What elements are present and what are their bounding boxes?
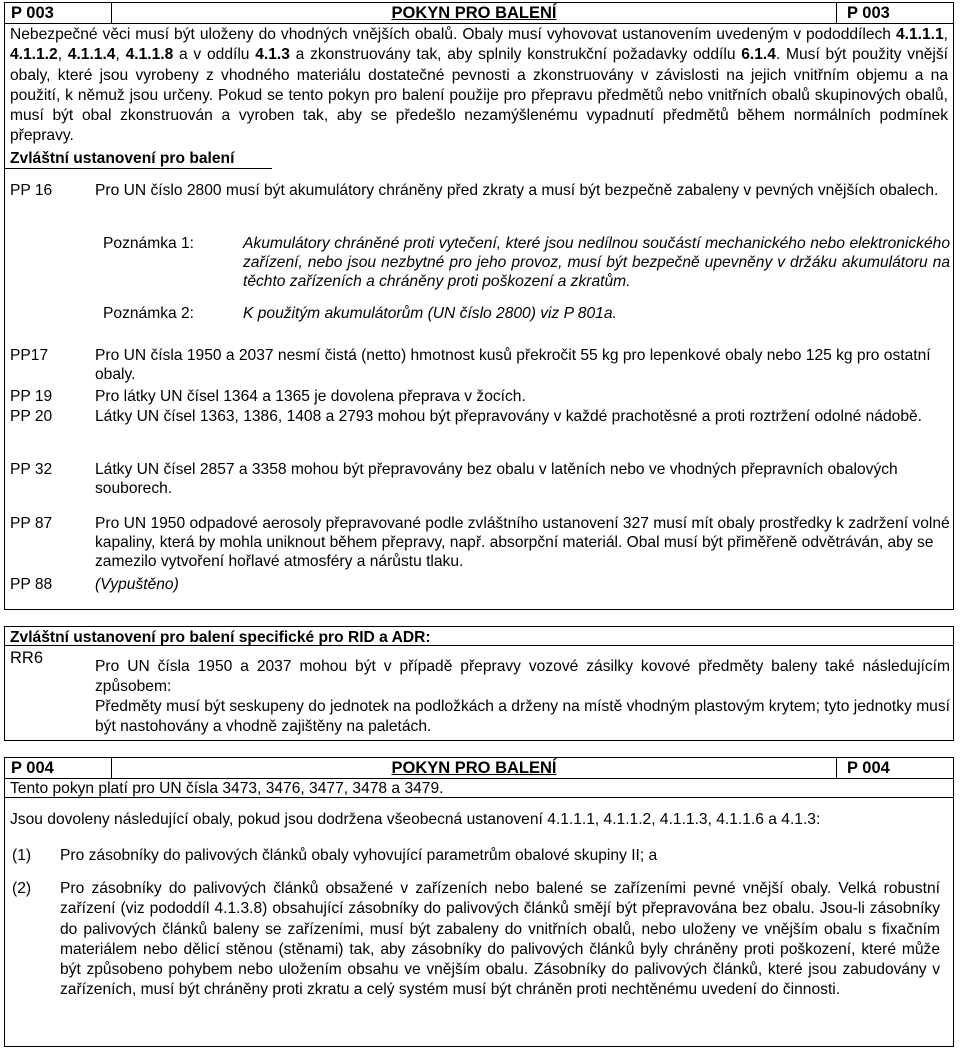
pp16-text: Pro UN číslo 2800 musí být akumulátory chráněny před zkraty a musí být bezpečně zabaleny v pevných vnějších obalech.: [95, 182, 939, 199]
pp20-text: Látky UN čísel 1363, 1386, 1408 a 2793 mohou být přepravovány v každé prachotěsné a proti roztržení odolné nádobě.: [95, 408, 923, 425]
pp19-text: Pro látky UN čísel 1364 a 1365 je dovolena přeprava v žocích.: [95, 388, 526, 405]
pp16-code: PP 16: [10, 182, 53, 199]
section-reference: 6.1.4: [741, 46, 776, 64]
section-reference: 4.1.3: [255, 46, 290, 64]
section-reference: 4.1.1.8: [125, 46, 174, 64]
rr6-code: RR6: [10, 649, 44, 667]
pp88-code: PP 88: [10, 576, 53, 593]
rid-rule: [4, 645, 954, 646]
p004-applies: Tento pokyn platí pro UN čísla 3473, 3476, 3477, 3478 a 3479.: [10, 780, 444, 797]
p003-code-left: P 003: [5, 3, 112, 23]
rid-heading: Zvláštní ustanovení pro balení specifické pro RID a ADR:: [10, 629, 431, 646]
p003-title: POKYN PRO BALENÍ: [391, 3, 557, 22]
pp88-text: (Vypuštěno): [95, 576, 179, 593]
p003-intro-paragraph: [10, 25, 948, 147]
heading-rule: [4, 168, 272, 169]
pp17-text: Pro UN čísla 1950 a 2037 nesmí čistá (netto) hmotnost kusů překročit 55 kg pro lepenkové obaly nebo 125 kg pro ostatní obaly.: [95, 347, 931, 383]
p004-code-right: P 004: [836, 758, 953, 778]
intro-text: ,: [115, 46, 126, 64]
p003-special-heading: Zvláštní ustanovení pro balení: [10, 150, 235, 167]
pp19-code: PP 19: [10, 388, 53, 405]
item1-number: (1): [12, 847, 32, 864]
note2-label: Poznámka 2:: [103, 305, 195, 322]
section-reference: 4.1.1.4: [67, 46, 116, 64]
item2-text: Pro zásobníky do palivových článků obsažené v zařízeních nebo balené se zařízeními pevné vnější obaly. Velká robustní zařízení (viz pododdíl 4.1.3.8) obsahující zásobníky do palivových článků smějí být přepravována bez obalu. Jsou-li zásobníky do palivových článků baleny se zařízeními, musí být zabaleny do vnitřních obalů, nebo uloženy ve vnějším obalu s fixačním materiálem nebo dělicí stěnou (stěnami) tak, aby zásobníky do palivových článků byly chráněny proti poškození, které může být způsobeno pohybem nebo uložením obsahu ve vnějším obalu. Zásobníky do palivových článků, které jsou zabudovány v zařízeních, musí být chráněny proti zkratu a celý systém musí být chráněn proti nechtěnému uvedení do činnosti.: [60, 880, 940, 999]
pp17-code: PP17: [10, 347, 49, 364]
pp87-code: PP 87: [10, 515, 53, 532]
pp32-code: PP 32: [10, 461, 53, 478]
p004-header: [4, 757, 954, 779]
section-reference: 4.1.1.1: [895, 26, 944, 43]
item1-text: Pro zásobníky do palivových článků obaly vyhovující parametrům obalové skupiny II; a: [60, 847, 658, 864]
p004-title: POKYN PRO BALENÍ: [391, 758, 557, 777]
pp87-text: Pro UN 1950 odpadové aerosoly přepravované podle zvláštního ustanovení 327 musí mít obaly prostředky k zadržení volné kapaliny, která by mohla uniknout během přepravy, např. absorpční materiál. Obal musí být přiměřeně odvětráván, aby se zamezilo vytvoření hořlavé atmosféry a nárůstu tlaku.: [95, 515, 950, 570]
intro-text: a zkonstruovány tak, aby splnily konstrukční požadavky oddílu: [289, 46, 742, 64]
p004-code-left: P 004: [5, 758, 112, 778]
pp32-text: Látky UN čísel 2857 a 3358 mohou být přepravovány bez obalu v latěních nebo ve vhodných přepravních obalových souborech.: [95, 461, 898, 497]
item2-number: (2): [12, 880, 32, 897]
intro-text: a v oddílu: [173, 46, 256, 64]
rr6-text-2: Předměty musí být seskupeny do jednotek na podložkách a drženy na místě vhodným plastovým krytem; tyto jednotky musí být nastohovány a vhodně zajištěny na paletách.: [95, 698, 950, 735]
note2-text: K použitým akumulátorům (UN číslo 2800) viz P 801a.: [243, 305, 617, 322]
rr6-text-1: Pro UN čísla 1950 a 2037 mohou být v případě přepravy vozové zásilky kovové předměty baleny také následujícím způsobem:: [95, 658, 950, 695]
p003-code-right: P 003: [836, 3, 953, 23]
p004-intro: Jsou dovoleny následující obaly, pokud jsou dodržena všeobecná ustanovení 4.1.1.1, 4.1.1.2, 4.1.1.3, 4.1.1.6 a 4.1.3:: [10, 811, 821, 828]
section-reference: 4.1.1.2: [10, 46, 58, 64]
note1-text: Akumulátory chráněné proti vytečení, které jsou nedílnou součástí mechanického nebo elektronického zařízení, nebo jsou nezbytné pro jeho provoz, musí být bezpečně upevněny v držáku akumulátoru na těchto zařízeních a chráněny proti poškození a zkratům.: [243, 235, 950, 290]
intro-text: . Musí být použity vnější obaly, které jsou vyrobeny z vhodného materiálu dostatečné pevnosti a zkonstruovány v závislosti na jejich vnitřním objemu a na použití, k němuž jsou určeny. Pokud se tento pokyn pro balení použije pro přepravu předmětů nebo vnitřních obalů skupinových obalů, musí být obal zkonstruován a vyroben tak, aby se předešlo nezamýšlenému vypadnutí předmětů během normálních podmínek přepravy.: [10, 46, 949, 145]
intro-text: Nebezpečné věci musí být uloženy do vhodných vnějších obalů. Obaly musí vyhovovat ustanovením uvedeným v pododdílech: [10, 26, 896, 43]
p003-header: [4, 2, 954, 24]
intro-text: ,: [57, 46, 68, 64]
pp20-code: PP 20: [10, 408, 53, 425]
note1-label: Poznámka 1:: [103, 235, 195, 252]
intro-text: ,: [943, 26, 948, 43]
